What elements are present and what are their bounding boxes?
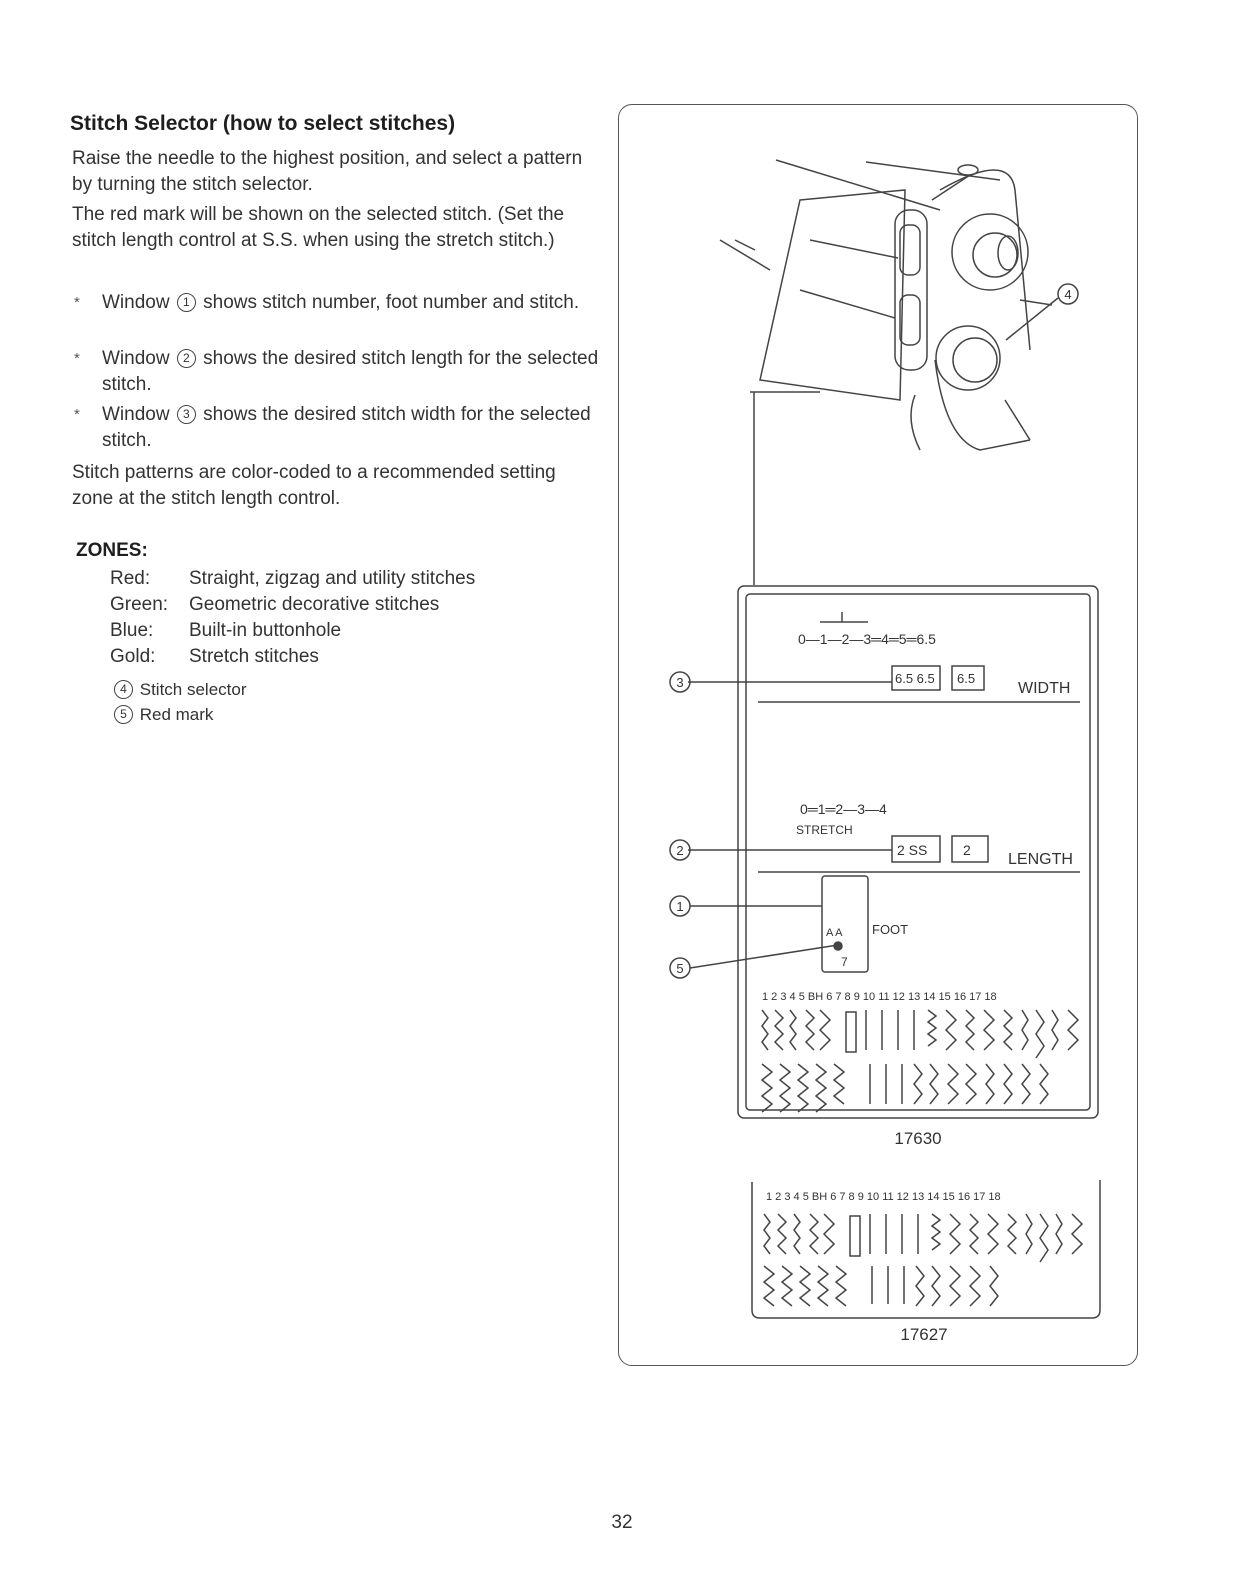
legend-red-mark: 5 Red mark	[112, 705, 213, 725]
model-number-17630: 17630	[894, 1129, 942, 1148]
length-label: LENGTH	[1008, 851, 1073, 868]
width-window-2-text: 6.5	[957, 671, 976, 686]
bullet-text: Window 1 shows stitch number, foot number and stitch.	[102, 292, 580, 313]
section-title: Stitch Selector (how to select stitches)	[70, 112, 456, 135]
circled-number: 2	[177, 349, 196, 368]
bullet-star: *	[74, 350, 80, 367]
callout-4-number: 4	[1064, 287, 1072, 302]
intro-paragraph-2: The red mark will be shown on the selected stitch. (Set the stitch length control at S.S. when using the stretch stitch.)	[72, 204, 565, 251]
circled-number: 4	[114, 680, 133, 699]
width-label: WIDTH	[1018, 680, 1071, 697]
page-number: 32	[611, 1512, 633, 1533]
zone-name: Gold:	[110, 646, 156, 667]
zone-name: Red:	[110, 568, 151, 589]
machine-head-illustration	[720, 160, 1052, 585]
width-window-1-text: 6.5 6.5	[895, 671, 935, 686]
length-window-1-text: 2 SS	[897, 842, 928, 858]
bullet-text: Window 2 shows the desired stitch length for the selected stitch.	[102, 348, 599, 395]
length-scale: 0═1═2—3—4	[800, 801, 887, 817]
bullet-star: *	[74, 294, 80, 311]
zone-name: Blue:	[110, 620, 154, 641]
bullet-text: Window 3 shows the desired stitch width for the selected stitch.	[102, 404, 591, 451]
circled-number: 3	[177, 405, 196, 424]
callout-5-number: 5	[676, 961, 684, 976]
callout-2-number: 2	[676, 843, 684, 858]
zones-heading: ZONES:	[76, 540, 148, 561]
intro-paragraph-3: Stitch patterns are color-coded to a recommended setting zone at the stitch length control.	[72, 462, 556, 509]
zone-description: Straight, zigzag and utility stitches	[189, 568, 476, 589]
bullet-star: *	[74, 406, 80, 423]
zone-name: Green:	[110, 594, 169, 615]
zone-description: Geometric decorative stitches	[189, 594, 440, 615]
callout-1-number: 1	[676, 899, 684, 914]
stretch-label: STRETCH	[796, 823, 853, 837]
intro-paragraph-1: Raise the needle to the highest position, and select a pattern by turning the stitch selector.	[72, 148, 583, 195]
foot-number: 7	[841, 955, 848, 969]
zone-description: Stretch stitches	[189, 646, 319, 667]
width-scale: 0—1—2—3═4═5═6.5	[798, 631, 936, 647]
stitch-patterns-17630	[762, 1010, 1078, 1112]
callout-3-number: 3	[676, 675, 684, 690]
circled-number: 5	[114, 705, 133, 724]
zone-description: Built-in buttonhole	[189, 620, 342, 641]
stitch-numbers-17627: 1 2 3 4 5 BH 6 7 8 9 10 11 12 13 14 15 16 17 18	[766, 1191, 1001, 1203]
stitch-patterns-17627	[764, 1214, 1082, 1306]
stitch-numbers-17630: 1 2 3 4 5 BH 6 7 8 9 10 11 12 13 14 15 16 17 18	[762, 991, 997, 1003]
length-window-2-text: 2	[963, 842, 971, 858]
circled-number: 1	[177, 293, 196, 312]
model-number-17627: 17627	[900, 1325, 948, 1344]
foot-label: FOOT	[872, 922, 909, 937]
legend-stitch-selector: 4 Stitch selector	[112, 680, 247, 700]
foot-letters: A A	[826, 927, 843, 939]
